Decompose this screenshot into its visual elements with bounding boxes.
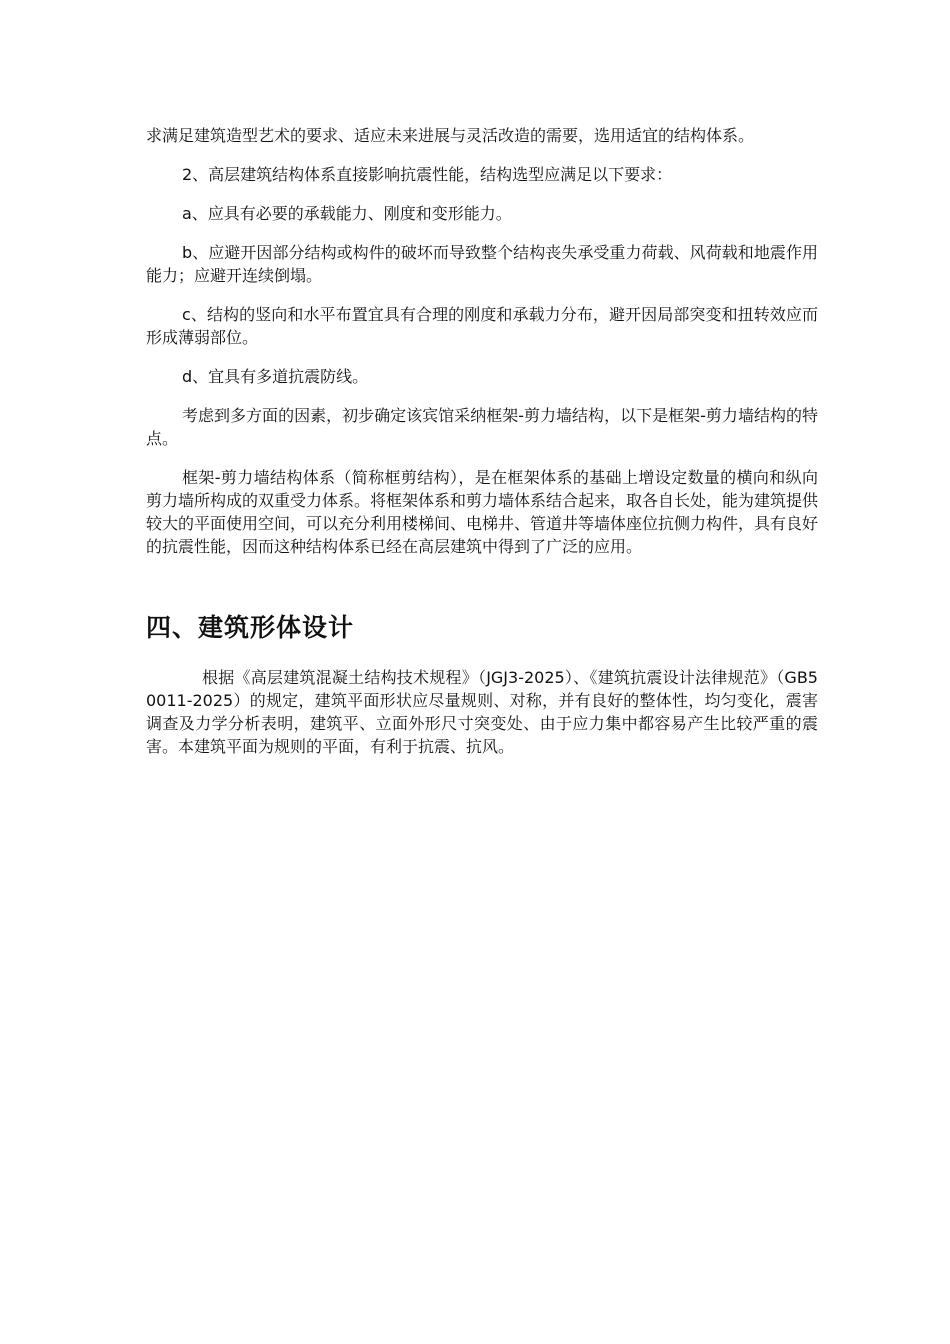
paragraph-requirement-b: b、应避开因部分结构或构件的破坏而导致整个结构丧失承受重力荷载、风荷载和地震作用能力；应避开连续倒塌。 (146, 243, 818, 285)
paragraph-requirement-a: a、应具有必要的承载能力、刚度和变形能力。 (182, 204, 512, 223)
paragraph-form-design: 根据《高层建筑混凝土结构技术规程》（JGJ3-2025）、《建筑抗震设计法律规范》（GB50011-2025）的规定，建筑平面形状应尽量规则、对称，并有良好的整体性，均匀变化，震害调查及力学分析表明，建筑平、立面外形尺寸突变处、由于应力集中都容易产生比较严重的震害。本建筑平面为规则的平面，有利于抗震、抗风。 (146, 668, 818, 756)
paragraph-requirement-intro: 2、高层建筑结构体系直接影响抗震性能，结构选型应满足以下要求： (182, 165, 673, 184)
section-heading: 四、建筑形体设计 (146, 613, 355, 642)
paragraph-requirement-c: c、结构的竖向和水平布置宜具有合理的刚度和承载力分布，避开因局部突变和扭转效应而形成薄弱部位。 (146, 305, 818, 347)
paragraph-requirement-d: d、宜具有多道抗震防线。 (182, 367, 369, 386)
paragraph-continuation: 求满足建筑造型艺术的要求、适应未来进展与灵活改造的需要，选用适宜的结构体系。 (146, 126, 755, 145)
document-page (146, 124, 818, 774)
paragraph-frame-shear-wall: 框架-剪力墙结构体系（简称框剪结构），是在框架体系的基础上增设定数量的横向和纵向剪力墙所构成的双重受力体系。将框架体系和剪力墙体系结合起来，取各自长处，能为建筑提供较大的平面使用空间，可以充分利用楼梯间、电梯井、管道井等墙体座位抗侧力构件，具有良好的抗震性能，因而这种结构体系已经在高层建筑中得到了广泛的应用。 (146, 468, 819, 556)
paragraph-structure-choice: 考虑到多方面的因素，初步确定该宾馆采纳框架-剪力墙结构，以下是框架-剪力墙结构的特点。 (146, 406, 818, 448)
